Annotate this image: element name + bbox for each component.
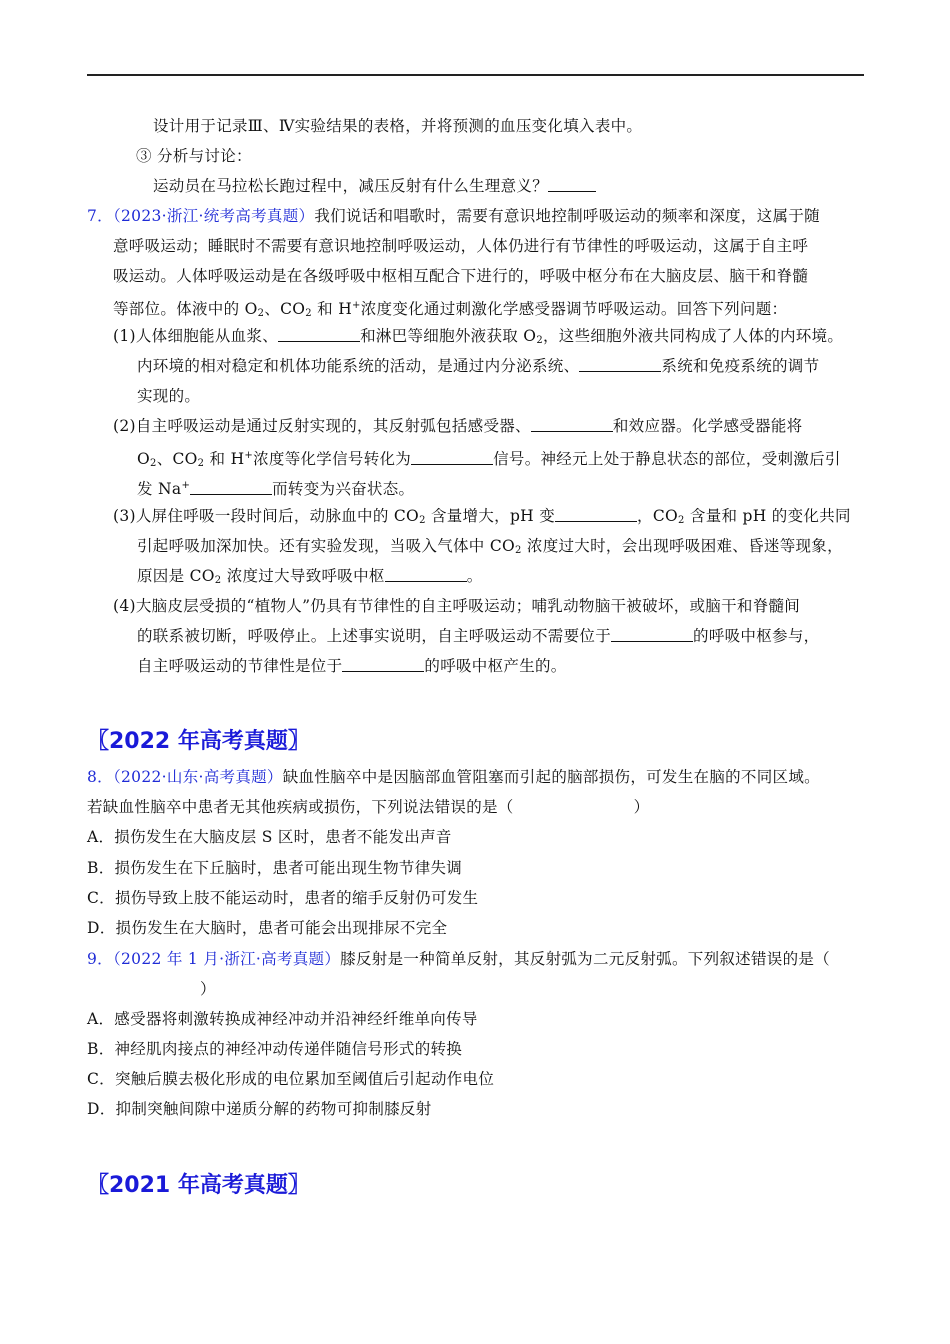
q9-source: （2022 年 1 月·浙江·高考真题）	[112, 950, 341, 968]
q7-part4-line1: (4)大脑皮层受损的“植物人”仍具有节律性的自主呼吸运动；哺乳动物脑干被破坏，或脑干和脊髓间	[113, 597, 801, 615]
q7-part1-line2: 内环境的相对稳定和机体功能系统的活动，是通过内分泌系统、 系统和免疫系统的调节	[137, 357, 820, 375]
q9-option-a[interactable]: A．感受器将刺激转换成神经冲动并沿神经纤维单向传导	[87, 1010, 478, 1028]
q8-number: 8．	[87, 768, 113, 786]
q7-part3-line2: 引起呼吸加深加快。还有实验发现，当吸入气体中 $CO_2$ 浓度过大时，会出现呼吸困难、昏迷等现象，	[137, 537, 843, 556]
q9-stem-line1: 9．（2022 年 1 月·浙江·高考真题）膝反射是一种简单反射，其反射弧为二元反射弧。下列叙述错误的是（	[87, 950, 830, 968]
q7-stem-line2: 意呼吸运动；睡眠时不需要有意识地控制呼吸运动，人体仍进行有节律性的呼吸运动，这属于自主呼	[113, 237, 809, 255]
answer-blank[interactable]	[342, 656, 424, 672]
q7-number: 7．	[87, 207, 113, 225]
section-heading-2022: 〖2022 年高考真题〗	[87, 729, 310, 754]
q8-option-c[interactable]: C．损伤导致上肢不能运动时，患者的缩手反射仍可发生	[87, 889, 479, 907]
q8-option-b[interactable]: B．损伤发生在下丘脑时，患者可能出现生物节律失调	[87, 859, 463, 877]
q7-part3-line1: (3)人屏住呼吸一段时间后，动脉血中的 $CO_2$ 含量增大，pH 变 ，$CO_2$ 含量和 pH 的变化共同	[113, 507, 851, 526]
header-rule	[87, 74, 864, 76]
q7-source: （2023·浙江·统考高考真题）	[112, 207, 315, 225]
answer-blank[interactable]	[579, 356, 661, 372]
answer-blank[interactable]	[611, 626, 693, 642]
q9-option-c[interactable]: C．突触后膜去极化形成的电位累加至阈值后引起动作电位	[87, 1070, 495, 1088]
q7-part2-line3: 发 Na+ 而转变为兴奋状态。	[137, 480, 415, 498]
answer-blank[interactable]	[548, 176, 596, 192]
section-heading-2021: 〖2021 年高考真题〗	[87, 1173, 310, 1198]
q7-stem-line1: 7．（2023·浙江·统考高考真题）我们说话和唱歌时，需要有意识地控制呼吸运动的频率和深度，这属于随	[87, 207, 820, 225]
analysis-label: ③ 分析与讨论：	[136, 147, 252, 165]
q9-stem-close: ）	[200, 980, 216, 998]
q8-stem-line2: 若缺血性脑卒中患者无其他疾病或损伤，下列说法错误的是（ ）	[87, 798, 650, 816]
answer-blank[interactable]	[385, 566, 467, 582]
q8-source: （2022·山东·高考真题）	[112, 768, 283, 786]
q7-part2-line2: $O_2$、$CO_2$ 和 H+浓度等化学信号转化为 信号。神经元上处于静息状态的部位，受刺激后引	[137, 450, 841, 469]
marathon-question: 运动员在马拉松长跑过程中，减压反射有什么生理意义？	[153, 176, 596, 196]
q9-number: 9．	[87, 950, 113, 968]
answer-blank[interactable]	[190, 479, 272, 495]
q7-part1-line3: 实现的。	[137, 387, 201, 405]
q8-option-d[interactable]: D．损伤发生在大脑时，患者可能会出现排尿不完全	[87, 919, 448, 937]
answer-blank[interactable]	[411, 449, 493, 465]
answer-blank[interactable]	[278, 326, 360, 342]
answer-blank[interactable]	[555, 506, 637, 522]
q7-part1-line1: (1)人体细胞能从血浆、 和淋巴等细胞外液获取 $O_2$，这些细胞外液共同构成了人体的内环境。	[113, 327, 844, 346]
q8-option-a[interactable]: A．损伤发生在大脑皮层 S 区时，患者不能发出声音	[87, 828, 452, 846]
q9-option-b[interactable]: B．神经肌肉接点的神经冲动传递伴随信号形式的转换	[87, 1040, 463, 1058]
q7-part4-line2: 的联系被切断，呼吸停止。上述事实说明，自主呼吸运动不需要位于 的呼吸中枢参与，	[137, 627, 820, 645]
table-design-text: 设计用于记录Ⅲ、Ⅳ实验结果的表格，并将预测的血压变化填入表中。	[153, 117, 643, 135]
q9-option-d[interactable]: D．抑制突触间隙中递质分解的药物可抑制膝反射	[87, 1100, 432, 1118]
answer-blank[interactable]	[531, 416, 613, 432]
q7-part2-line1: (2)自主呼吸运动是通过反射实现的，其反射弧包括感受器、 和效应器。化学感受器能将	[113, 417, 803, 435]
q7-part4-line3: 自主呼吸运动的节律性是位于 的呼吸中枢产生的。	[137, 657, 567, 675]
q8-stem-line1: 8．（2022·山东·高考真题）缺血性脑卒中是因脑部血管阻塞而引起的脑部损伤，可发生在脑的不同区域。	[87, 768, 820, 786]
q7-stem-line4: 等部位。体液中的 $O_2$、$CO_2$ 和 H+浓度变化通过刺激化学感受器调节呼吸运动。回答下列问题：	[113, 300, 788, 319]
q7-stem-line3: 吸运动。人体呼吸运动是在各级呼吸中枢相互配合下进行的，呼吸中枢分布在大脑皮层、脑干和脊髓	[113, 267, 809, 285]
q7-part3-line3: 原因是 $CO_2$ 浓度过大导致呼吸中枢 。	[137, 567, 483, 586]
